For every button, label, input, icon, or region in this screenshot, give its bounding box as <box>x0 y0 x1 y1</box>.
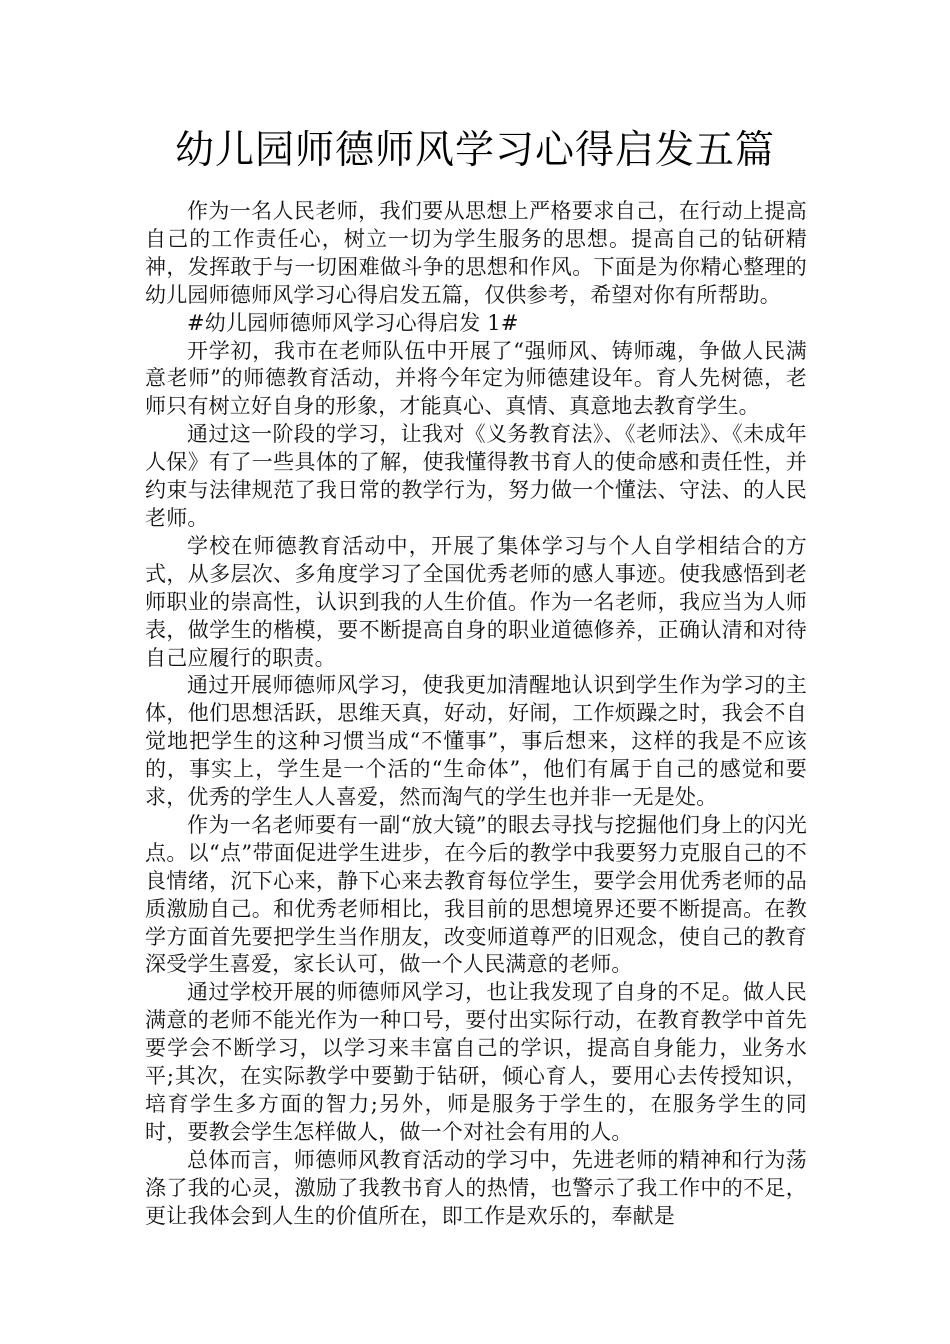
paragraph: 通过这一阶段的学习，让我对《义务教育法》、《老师法》、《未成年人保》有了一些具体的了解，使我懂得教书育人的使命感和责任性，并约束与法律规范了我日常的教学行为，努力做一个懂法、守法、的人民老师。 <box>145 422 807 530</box>
paragraph: 开学初，我市在老师队伍中开展了“强师风、铸师魂，争做人民满意老师”的师德教育活动，并将今年定为师德建设年。育人先树德，老师只有树立好自身的形象，才能真心、真情、真意地去教育学生。 <box>145 338 807 419</box>
document-body <box>145 198 807 1231</box>
section-heading-1: #幼儿园师德师风学习心得启发 1# <box>187 310 519 335</box>
paragraph: 学校在师德教育活动中，开展了集体学习与个人自学相结合的方式，从多层次、多角度学习了全国优秀老师的感人事迹。使我感悟到老师职业的崇高性，认识到我的人生价值。作为一名老师，我应当为人师表，做学生的楷模，要不断提高自身的职业道德修养，正确认清和对待自己应履行的职责。 <box>145 533 807 670</box>
paragraph-intro: 作为一名人民老师，我们要从思想上严格要求自己，在行动上提高自己的工作责任心，树立一切为学生服务的思想。提高自己的钻研精神，发挥敢于与一切困难做斗争的思想和作风。下面是为你精心整理的幼儿园师德师风学习心得启发五篇，仅供参考，希望对你有所帮助。 <box>145 199 807 307</box>
paragraph: 通过开展师德师风学习，使我更加清醒地认识到学生作为学习的主体，他们思想活跃，思维天真，好动，好闹，工作烦躁之时，我会不自觉地把学生的这种习惯当成“不懂事”，事后想来，这样的我是不应该的，事实上，学生是一个活的“生命体”，他们有属于自己的感觉和要求，优秀的学生人人喜爱，然而淘气的学生也并非一无是处。 <box>145 673 807 810</box>
paragraph: 通过学校开展的师德师风学习，也让我发现了自身的不足。做人民满意的老师不能光作为一种口号，要付出实际行动，在教育教学中首先要学会不断学习，以学习来丰富自己的学识，提高自身能力，业务水平;其次，在实际教学中要勤于钻研，倾心育人，要用心去传授知识，培育学生多方面的智力;另外，师是服务于学生的，在服务学生的同时，要教会学生怎样做人，做一个对社会有用的人。 <box>145 980 807 1144</box>
paragraph: 总体而言，师德师风教育活动的学习中，先进老师的精神和行为荡涤了我的心灵，激励了我教书育人的热情，也警示了我工作中的不足，更让我体会到人生的价值所在，即工作是欢乐的，奉献是 <box>145 1147 807 1228</box>
paragraph: 作为一名老师要有一副“放大镜”的眼去寻找与挖掘他们身上的闪光点。以“点”带面促进学生进步，在今后的教学中我要努力克服自己的不良情绪，沉下心来，静下心来去教育每位学生，要学会用优秀老师的品质激励自己。和优秀老师相比，我目前的思想境界还要不断提高。在教学方面首先要把学生当作朋友，改变师道尊严的旧观念，使自己的教育深受学生喜爱，家长认可，做一个人民满意的老师。 <box>145 812 807 977</box>
document-title: 幼儿园师德师风学习心得启发五篇 <box>174 128 775 173</box>
